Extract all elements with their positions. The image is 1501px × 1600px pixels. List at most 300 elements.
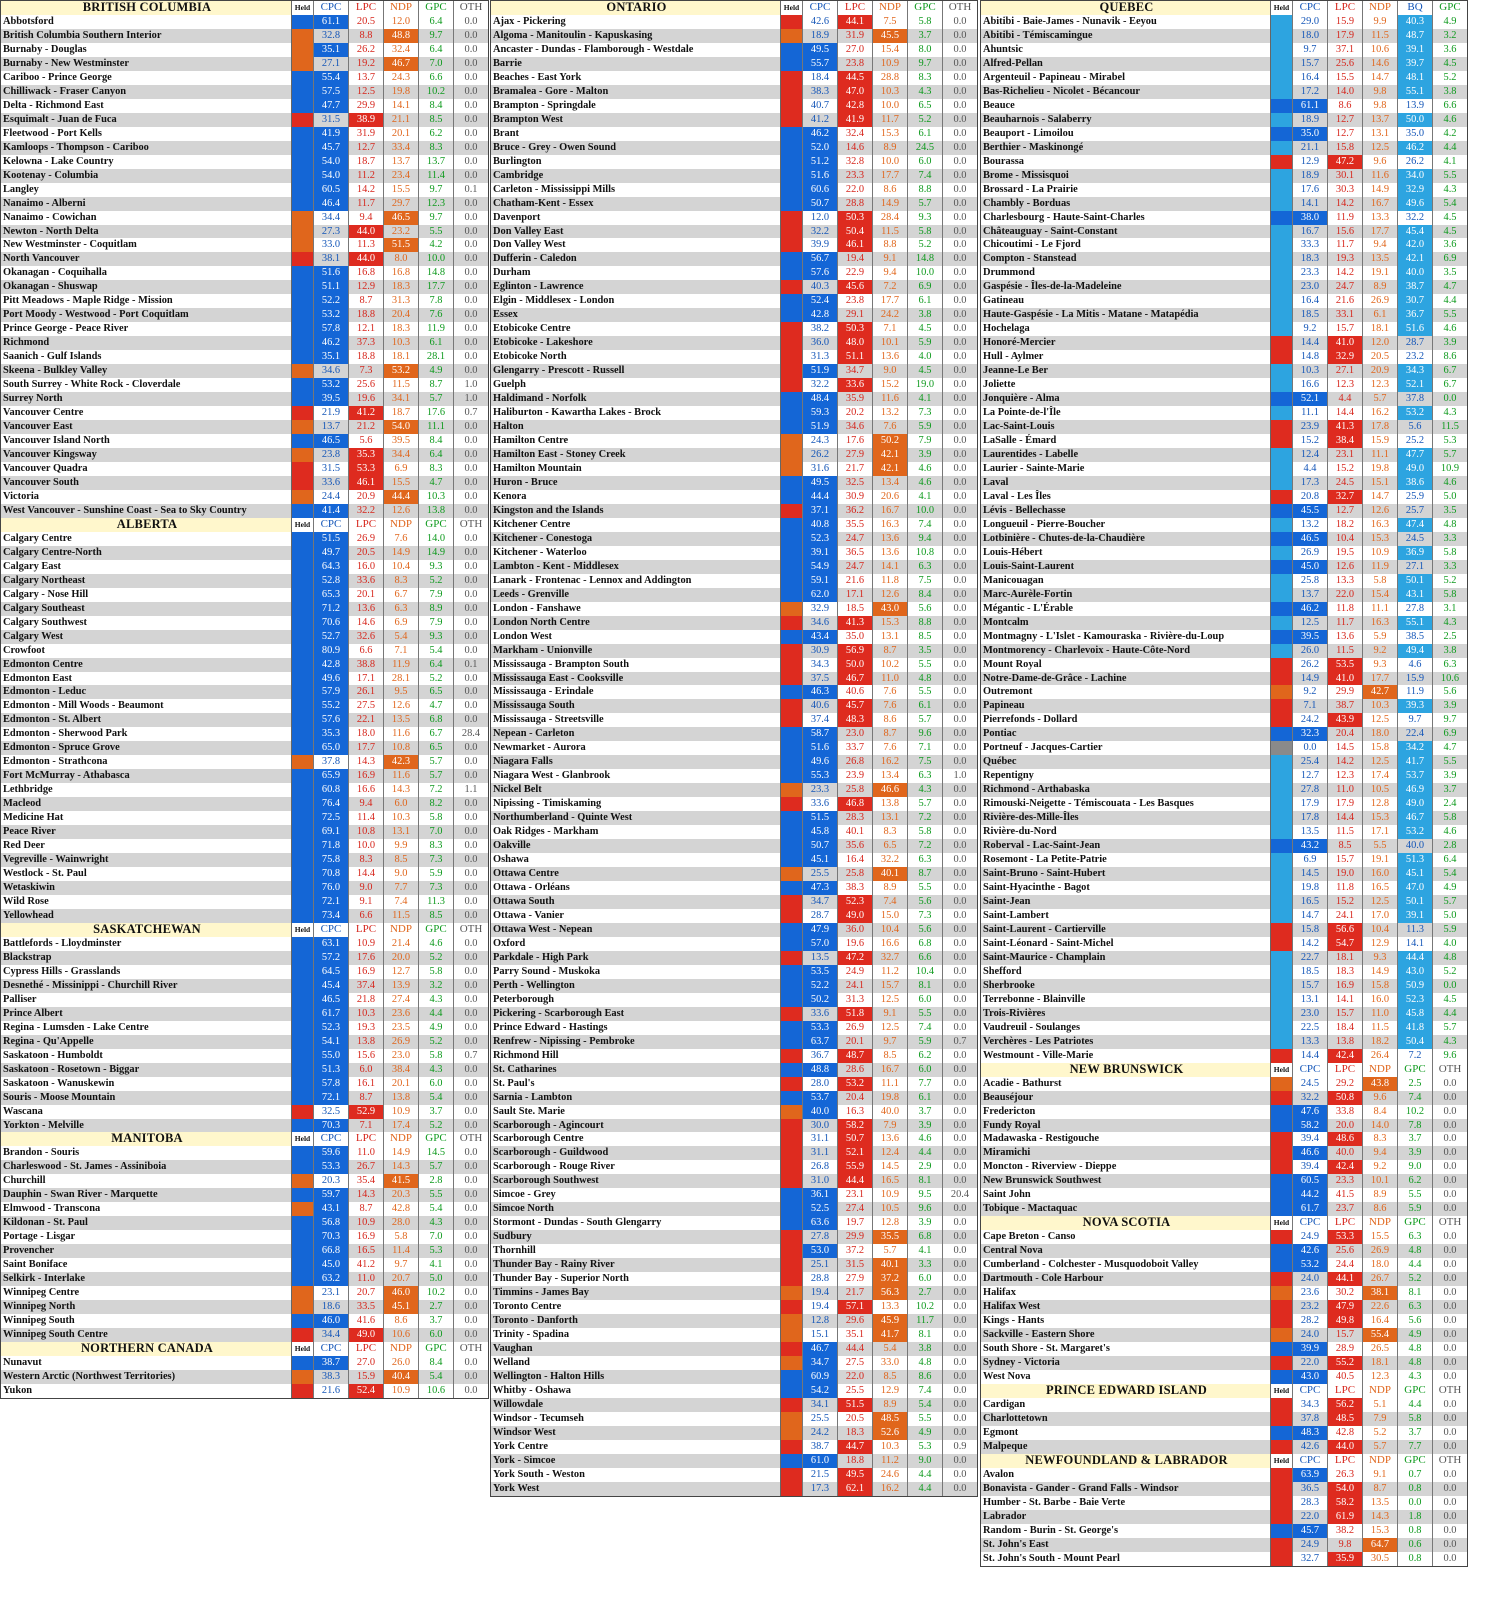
- vote-share-cell: 0.0: [942, 672, 977, 686]
- vote-share-cell: 9.9: [383, 839, 418, 853]
- vote-share-cell: 26.9: [1362, 294, 1397, 308]
- vote-share-cell: 9.1: [1362, 1468, 1397, 1482]
- vote-share-cell: 40.1: [872, 867, 907, 881]
- vote-share-cell: 0.0: [453, 1216, 488, 1230]
- vote-share-cell: 55.1: [1397, 85, 1432, 99]
- vote-share-cell: 62.0: [802, 588, 837, 602]
- province-title: NEWFOUNDLAND & LABRADOR: [981, 1454, 1270, 1468]
- vote-share-cell: 40.7: [802, 99, 837, 113]
- held-party-swatch: [780, 448, 802, 462]
- vote-share-cell: 0.0: [453, 1063, 488, 1077]
- vote-share-cell: 0.0: [453, 504, 488, 518]
- vote-share-cell: 9.6: [1362, 155, 1397, 169]
- vote-share-cell: 23.1: [1327, 448, 1362, 462]
- vote-share-cell: 17.6: [418, 406, 453, 420]
- vote-share-cell: 0.0: [942, 462, 977, 476]
- vote-share-cell: 17.9: [1292, 797, 1327, 811]
- vote-share-cell: 5.3: [418, 1244, 453, 1258]
- vote-share-cell: 47.0: [837, 85, 872, 99]
- vote-share-cell: 42.8: [1327, 1426, 1362, 1440]
- held-party-swatch: [780, 252, 802, 266]
- vote-share-cell: 18.5: [1292, 308, 1327, 322]
- riding-row: [491, 29, 977, 43]
- vote-share-cell: 31.5: [837, 1258, 872, 1272]
- vote-share-cell: 11.5: [872, 225, 907, 239]
- vote-share-cell: 26.0: [383, 1356, 418, 1370]
- riding-name: Alfred-Pellan: [983, 57, 1043, 69]
- vote-share-cell: 20.6: [872, 490, 907, 504]
- vote-share-cell: 0.0: [1432, 1328, 1467, 1342]
- vote-share-cell: 0.0: [942, 238, 977, 252]
- riding-name: Hamilton Mountain: [493, 462, 582, 474]
- riding-name: Brossard - La Prairie: [983, 183, 1078, 195]
- vote-share-cell: 25.4: [1292, 755, 1327, 769]
- held-column-header: Held: [291, 1132, 313, 1146]
- vote-share-cell: 11.0: [872, 672, 907, 686]
- vote-share-cell: 0.0: [942, 532, 977, 546]
- party-column-header: LPC: [1327, 1, 1362, 15]
- vote-share-cell: 17.6: [348, 951, 383, 965]
- vote-share-cell: 38.7: [802, 1440, 837, 1454]
- held-column-header: Held: [1270, 1216, 1292, 1230]
- vote-share-cell: 53.7: [802, 1091, 837, 1105]
- vote-share-cell: 49.0: [348, 1328, 383, 1342]
- vote-share-cell: 44.4: [802, 490, 837, 504]
- vote-share-cell: 20.1: [383, 1077, 418, 1091]
- held-party-swatch: [780, 1370, 802, 1384]
- riding-row: [1, 308, 488, 322]
- held-party-swatch: [1270, 1146, 1292, 1160]
- party-column-header: OTH: [1432, 1063, 1467, 1077]
- vote-share-cell: 8.0: [907, 43, 942, 57]
- held-party-swatch: [780, 127, 802, 141]
- vote-share-cell: 47.4: [1397, 518, 1432, 532]
- vote-share-cell: 16.6: [348, 783, 383, 797]
- riding-name: Drummond: [983, 267, 1035, 279]
- province-header: [1, 518, 488, 532]
- vote-share-cell: 11.6: [383, 769, 418, 783]
- riding-name: British Columbia Southern Interior: [3, 29, 162, 41]
- vote-share-cell: 7.1: [907, 741, 942, 755]
- vote-share-cell: 6.1: [907, 699, 942, 713]
- vote-share-cell: 50.1: [1397, 895, 1432, 909]
- vote-share-cell: 10.2: [418, 85, 453, 99]
- vote-share-cell: 5.6: [1432, 685, 1467, 699]
- province-header: [1, 923, 488, 937]
- vote-share-cell: 5.9: [907, 336, 942, 350]
- vote-share-cell: 4.3: [907, 85, 942, 99]
- vote-share-cell: 21.1: [1292, 141, 1327, 155]
- vote-share-cell: 9.4: [1362, 1146, 1397, 1160]
- vote-share-cell: 51.6: [313, 266, 348, 280]
- riding-name: Macleod: [3, 798, 42, 810]
- riding-row: [491, 141, 977, 155]
- vote-share-cell: 14.3: [383, 783, 418, 797]
- vote-share-cell: 13.7: [1292, 588, 1327, 602]
- vote-share-cell: 38.3: [313, 1370, 348, 1384]
- held-party-swatch: [1270, 727, 1292, 741]
- vote-share-cell: 4.2: [1432, 127, 1467, 141]
- riding-row: [1, 57, 488, 71]
- riding-row: [491, 476, 977, 490]
- held-party-swatch: [780, 85, 802, 99]
- riding-row: [981, 811, 1467, 825]
- vote-share-cell: 12.5: [1362, 755, 1397, 769]
- vote-share-cell: 0.0: [453, 266, 488, 280]
- riding-row: [981, 1552, 1467, 1566]
- vote-share-cell: 11.6: [1362, 169, 1397, 183]
- vote-share-cell: 0.0: [942, 434, 977, 448]
- vote-share-cell: 0.0: [1432, 1524, 1467, 1538]
- riding-row: [981, 406, 1467, 420]
- riding-row: [491, 602, 977, 616]
- vote-share-cell: 38.3: [802, 85, 837, 99]
- vote-share-cell: 12.3: [1362, 378, 1397, 392]
- vote-share-cell: 46.6: [872, 783, 907, 797]
- riding-row: [1, 658, 488, 672]
- riding-row: [491, 713, 977, 727]
- vote-share-cell: 34.2: [1397, 741, 1432, 755]
- riding-name: Port Moody - Westwood - Port Coquitlam: [3, 309, 189, 321]
- vote-share-cell: 13.3: [872, 1300, 907, 1314]
- vote-share-cell: 7.6: [383, 532, 418, 546]
- riding-name: York - Simcoe: [493, 1454, 556, 1466]
- vote-share-cell: 22.6: [1362, 1300, 1397, 1314]
- held-party-swatch: [291, 1230, 313, 1244]
- vote-share-cell: 26.9: [837, 1021, 872, 1035]
- riding-row: [1, 85, 488, 99]
- vote-share-cell: 0.0: [453, 211, 488, 225]
- vote-share-cell: 9.7: [872, 1035, 907, 1049]
- vote-share-cell: 5.5: [1432, 755, 1467, 769]
- vote-share-cell: 20.0: [1327, 1119, 1362, 1133]
- vote-share-cell: 15.3: [1362, 811, 1397, 825]
- held-party-swatch: [780, 783, 802, 797]
- held-party-swatch: [1270, 853, 1292, 867]
- vote-share-cell: 53.2: [837, 1077, 872, 1091]
- vote-share-cell: 8.6: [1362, 1202, 1397, 1216]
- vote-share-cell: 38.5: [1397, 630, 1432, 644]
- vote-share-cell: 17.2: [1292, 85, 1327, 99]
- held-column-header: Held: [1270, 1, 1292, 15]
- vote-share-cell: 1.8: [1397, 1510, 1432, 1524]
- vote-share-cell: 24.4: [1327, 1258, 1362, 1272]
- vote-share-cell: 0.0: [942, 993, 977, 1007]
- vote-share-cell: 53.2: [1397, 825, 1432, 839]
- vote-share-cell: 53.2: [1292, 1258, 1327, 1272]
- riding-name: Calgary East: [3, 560, 62, 572]
- riding-row: [491, 839, 977, 853]
- riding-name: Thunder Bay - Superior North: [493, 1273, 629, 1285]
- vote-share-cell: 11.2: [872, 1454, 907, 1468]
- riding-name: Medicine Hat: [3, 812, 64, 824]
- vote-share-cell: 14.4: [1292, 336, 1327, 350]
- vote-share-cell: 5.6: [1397, 1314, 1432, 1328]
- vote-share-cell: 1.0: [453, 378, 488, 392]
- riding-name: Montmorency - Charlevoix - Haute-Côte-Nord: [983, 644, 1190, 656]
- vote-share-cell: 16.3: [872, 518, 907, 532]
- vote-share-cell: 15.7: [1292, 979, 1327, 993]
- riding-name: Lambton - Kent - Middlesex: [493, 560, 619, 572]
- vote-share-cell: 23.2: [1292, 1300, 1327, 1314]
- vote-share-cell: 13.5: [1292, 825, 1327, 839]
- vote-share-cell: 52.2: [802, 979, 837, 993]
- vote-share-cell: 0.0: [942, 490, 977, 504]
- riding-name: Richmond: [3, 337, 50, 349]
- vote-share-cell: 5.9: [1432, 923, 1467, 937]
- held-party-swatch: [780, 197, 802, 211]
- vote-share-cell: 0.0: [453, 867, 488, 881]
- riding-name: Wild Rose: [3, 896, 49, 907]
- riding-row: [981, 518, 1467, 532]
- vote-share-cell: 27.5: [837, 1356, 872, 1370]
- party-column-header: CPC: [313, 1342, 348, 1356]
- riding-name: Mississauga East - Cooksville: [493, 672, 624, 684]
- riding-name: Beauséjour: [983, 1091, 1034, 1103]
- vote-share-cell: 49.5: [802, 476, 837, 490]
- vote-share-cell: 37.8: [313, 755, 348, 769]
- vote-share-cell: 5.7: [418, 392, 453, 406]
- vote-share-cell: 6.4: [418, 43, 453, 57]
- vote-share-cell: 5.8: [1432, 811, 1467, 825]
- province-header: [981, 1063, 1467, 1077]
- riding-name: Winnipeg Centre: [3, 1287, 80, 1299]
- vote-share-cell: 29.7: [383, 197, 418, 211]
- vote-share-cell: 9.3: [1362, 951, 1397, 965]
- held-party-swatch: [291, 1091, 313, 1105]
- vote-share-cell: 4.9: [1397, 1328, 1432, 1342]
- vote-share-cell: 5.2: [907, 113, 942, 127]
- vote-share-cell: 24.9: [837, 965, 872, 979]
- vote-share-cell: 53.2: [1397, 406, 1432, 420]
- vote-share-cell: 0.0: [942, 1468, 977, 1482]
- vote-share-cell: 16.1: [348, 1077, 383, 1091]
- held-party-swatch: [1270, 1174, 1292, 1188]
- riding-row: [981, 1314, 1467, 1328]
- riding-name: Prince Albert: [3, 1007, 63, 1019]
- vote-share-cell: 3.3: [1432, 560, 1467, 574]
- vote-share-cell: 54.0: [1327, 1482, 1362, 1496]
- riding-name: Eglinton - Lawrence: [493, 281, 584, 293]
- vote-share-cell: 7.0: [418, 57, 453, 71]
- vote-share-cell: 13.1: [383, 825, 418, 839]
- riding-row: [491, 155, 977, 169]
- vote-share-cell: 42.4: [1327, 1160, 1362, 1174]
- vote-share-cell: 5.4: [872, 1342, 907, 1356]
- vote-share-cell: 5.6: [907, 923, 942, 937]
- held-party-swatch: [1270, 895, 1292, 909]
- riding-row: [981, 1510, 1467, 1524]
- held-party-swatch: [780, 155, 802, 169]
- vote-share-cell: 46.1: [837, 238, 872, 252]
- held-party-swatch: [1270, 1105, 1292, 1119]
- vote-share-cell: 28.8: [872, 71, 907, 85]
- held-party-swatch: [780, 1426, 802, 1440]
- vote-share-cell: 9.7: [907, 57, 942, 71]
- vote-share-cell: 9.7: [1292, 43, 1327, 57]
- riding-name: Beaches - East York: [493, 71, 582, 83]
- vote-share-cell: 0.0: [1432, 1105, 1467, 1119]
- riding-row: [981, 294, 1467, 308]
- vote-share-cell: 13.6: [872, 350, 907, 364]
- vote-share-cell: 0.0: [1432, 1538, 1467, 1552]
- riding-row: [491, 294, 977, 308]
- vote-share-cell: 5.2: [1432, 71, 1467, 85]
- riding-name: Papineau: [983, 700, 1025, 712]
- vote-share-cell: 10.3: [872, 1440, 907, 1454]
- party-column-header: OTH: [1432, 1384, 1467, 1398]
- riding-name: Nanaimo - Alberni: [3, 197, 86, 209]
- vote-share-cell: 12.7: [1327, 504, 1362, 518]
- vote-share-cell: 5.7: [418, 755, 453, 769]
- vote-share-cell: 37.4: [802, 713, 837, 727]
- vote-share-cell: 38.7: [1327, 699, 1362, 713]
- vote-share-cell: 11.7: [1327, 616, 1362, 630]
- held-party-swatch: [1270, 658, 1292, 672]
- vote-share-cell: 8.5: [907, 630, 942, 644]
- riding-row: [1, 993, 488, 1007]
- vote-share-cell: 30.7: [1397, 294, 1432, 308]
- vote-share-cell: 0.0: [942, 1174, 977, 1188]
- vote-share-cell: 21.6: [837, 574, 872, 588]
- party-column-header: GPC: [1397, 1216, 1432, 1230]
- vote-share-cell: 0.0: [942, 197, 977, 211]
- riding-name: Parkdale - High Park: [493, 951, 589, 963]
- vote-share-cell: 0.0: [453, 15, 488, 29]
- vote-share-cell: 24.7: [1327, 280, 1362, 294]
- vote-share-cell: 14.9: [1362, 183, 1397, 197]
- vote-share-cell: 14.8: [907, 252, 942, 266]
- vote-share-cell: 0.0: [942, 1105, 977, 1119]
- vote-share-cell: 24.3: [383, 71, 418, 85]
- party-column-header: GPC: [418, 1, 453, 15]
- vote-share-cell: 4.6: [1432, 113, 1467, 127]
- vote-share-cell: 32.7: [1327, 490, 1362, 504]
- vote-share-cell: 36.0: [802, 336, 837, 350]
- vote-share-cell: 59.6: [313, 1146, 348, 1160]
- vote-share-cell: 10.6: [383, 1328, 418, 1342]
- vote-share-cell: 27.3: [313, 225, 348, 239]
- vote-share-cell: 20.1: [837, 1035, 872, 1049]
- held-party-swatch: [1270, 825, 1292, 839]
- riding-row: [491, 560, 977, 574]
- riding-row: [981, 1049, 1467, 1063]
- riding-name: Richmond - Arthabaska: [983, 784, 1090, 796]
- vote-share-cell: 6.4: [418, 658, 453, 672]
- vote-share-cell: 41.9: [837, 113, 872, 127]
- held-party-swatch: [780, 266, 802, 280]
- vote-share-cell: 56.6: [1327, 923, 1362, 937]
- riding-row: [981, 1146, 1467, 1160]
- vote-share-cell: 20.4: [942, 1188, 977, 1202]
- riding-row: [981, 839, 1467, 853]
- riding-row: [491, 448, 977, 462]
- vote-share-cell: 0.0: [942, 713, 977, 727]
- riding-row: [491, 1174, 977, 1188]
- held-party-swatch: [1270, 1552, 1292, 1566]
- vote-share-cell: 5.4: [418, 1202, 453, 1216]
- riding-row: [981, 797, 1467, 811]
- vote-share-cell: 45.1: [383, 1300, 418, 1314]
- riding-row: [1, 1328, 488, 1342]
- riding-row: [491, 1384, 977, 1398]
- vote-share-cell: 11.9: [1397, 685, 1432, 699]
- party-column-header: CPC: [1292, 1384, 1327, 1398]
- vote-share-cell: 23.5: [383, 1021, 418, 1035]
- vote-share-cell: 12.7: [348, 141, 383, 155]
- vote-share-cell: 7.2: [1397, 1049, 1432, 1063]
- held-party-swatch: [1270, 350, 1292, 364]
- vote-share-cell: 0.0: [453, 1021, 488, 1035]
- vote-share-cell: 6.0: [907, 1063, 942, 1077]
- vote-share-cell: 0.0: [453, 1091, 488, 1105]
- vote-share-cell: 12.3: [1362, 1370, 1397, 1384]
- riding-name: Lotbinière - Chutes-de-la-Chaudière: [983, 532, 1145, 544]
- riding-name: Kitchener - Conestoga: [493, 532, 593, 544]
- riding-row: [491, 392, 977, 406]
- riding-name: Guelph: [493, 379, 526, 391]
- riding-row: [1, 755, 488, 769]
- vote-share-cell: 4.4: [907, 1482, 942, 1496]
- held-party-swatch: [291, 658, 313, 672]
- vote-share-cell: 32.8: [313, 29, 348, 43]
- vote-share-cell: 14.2: [1327, 266, 1362, 280]
- vote-share-cell: 13.1: [872, 630, 907, 644]
- vote-share-cell: 18.4: [1327, 1021, 1362, 1035]
- riding-name: Niagara West - Glanbrook: [493, 770, 611, 782]
- vote-share-cell: 60.6: [802, 183, 837, 197]
- vote-share-cell: 72.1: [313, 1091, 348, 1105]
- riding-row: [491, 881, 977, 895]
- held-party-swatch: [291, 937, 313, 951]
- riding-name: Edmonton - Mill Woods - Beaumont: [3, 700, 164, 712]
- vote-share-cell: 0.0: [942, 113, 977, 127]
- vote-share-cell: 11.1: [1362, 602, 1397, 616]
- vote-share-cell: 5.2: [907, 238, 942, 252]
- vote-share-cell: 28.2: [1292, 1314, 1327, 1328]
- riding-name: Brome - Missisquoi: [983, 169, 1069, 181]
- vote-share-cell: 53.2: [313, 308, 348, 322]
- vote-share-cell: 14.7: [1362, 71, 1397, 85]
- results-column-2: [490, 0, 978, 1497]
- held-party-swatch: [780, 853, 802, 867]
- vote-share-cell: 5.7: [418, 769, 453, 783]
- riding-row: [491, 183, 977, 197]
- riding-name: Montcalm: [983, 616, 1029, 628]
- riding-name: Scarborough Southwest: [493, 1175, 599, 1187]
- vote-share-cell: 5.0: [1432, 909, 1467, 923]
- vote-share-cell: 12.0: [802, 211, 837, 225]
- vote-share-cell: 0.0: [1432, 392, 1467, 406]
- vote-share-cell: 7.2: [907, 839, 942, 853]
- riding-name: Calgary West: [3, 630, 64, 642]
- riding-name: Mississauga South: [493, 700, 575, 712]
- vote-share-cell: 45.7: [1292, 1524, 1327, 1538]
- vote-share-cell: 8.6: [383, 1314, 418, 1328]
- riding-row: [491, 1328, 977, 1342]
- vote-share-cell: 51.6: [802, 169, 837, 183]
- vote-share-cell: 28.1: [383, 672, 418, 686]
- vote-share-cell: 0.0: [942, 1077, 977, 1091]
- vote-share-cell: 10.9: [348, 1216, 383, 1230]
- vote-share-cell: 5.5: [907, 658, 942, 672]
- vote-share-cell: 9.2: [1292, 685, 1327, 699]
- vote-share-cell: 40.3: [1397, 15, 1432, 29]
- riding-name: Windsor - Tecumseh: [493, 1412, 584, 1424]
- riding-row: [981, 225, 1467, 239]
- vote-share-cell: 0.0: [453, 434, 488, 448]
- vote-share-cell: 13.2: [872, 406, 907, 420]
